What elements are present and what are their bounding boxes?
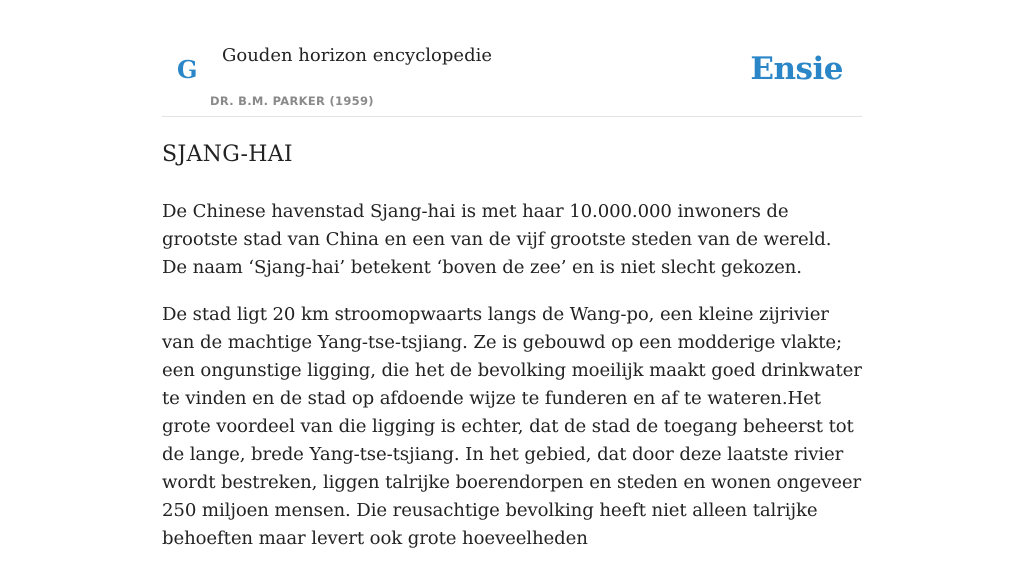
ensie-logo[interactable]: Ensie [750, 51, 843, 87]
entry-paragraph-1: De Chinese havenstad Sjang-hai is met haar 10.000.000 inwoners de grootste stad van China en een van de vijf grootste steden van de wereld. De naam ‘Sjang-hai’ betekent ‘boven de zee’ en is niet slecht gekozen. [162, 201, 832, 278]
book-author: DR. B.M. PARKER (1959) [210, 94, 374, 108]
book-logo-icon[interactable]: G [177, 55, 198, 84]
entry-title: SJANG-HAI [162, 142, 293, 167]
site-header [162, 0, 862, 117]
entry-content [162, 140, 862, 572]
book-title-link[interactable]: Gouden horizon encyclopedie [222, 45, 492, 66]
entry-paragraph-2: De stad ligt 20 km stroomopwaarts langs de Wang-po, een kleine zijrivier van de machtige Yang-tse-tsjiang. Ze is gebouwd op een modderige vlakte; een ongunstige ligging, die het de bevolking moeilijk maakt goed drinkwater te vinden en de stad op afdoende wijze te funderen en af te wateren.Het grote voordeel van die ligging is echter, dat de stad de toegang beheerst tot de lange, brede Yang-tse-tsjiang. In het gebied, dat door deze laatste rivier wordt bestreken, liggen talrijke boerendorpen en steden en wonen ongeveer 250 miljoen mensen. Die reusachtige bevolking heeft niet alleen talrijke behoeften maar levert ook grote hoeveelheden [162, 304, 862, 549]
